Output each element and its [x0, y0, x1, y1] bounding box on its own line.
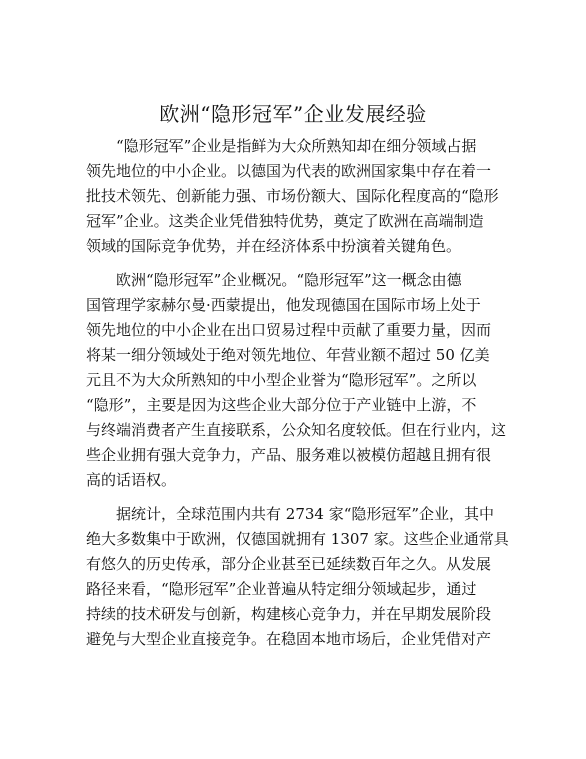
document-title: 欧洲“隐形冠军”企业发展经验 — [159, 102, 427, 126]
text-line: “隐形冠军”企业是指鲜为大众所熟知却在细分领域占据 — [86, 137, 477, 155]
text-line: 些企业拥有强大竞争力，产品、服务难以被模仿超越且拥有很 — [86, 446, 492, 464]
text-line: 冠军”企业。这类企业凭借独特优势，奠定了欧洲在高端制造 — [86, 212, 484, 230]
document-body — [86, 134, 509, 652]
text-line: 持续的技术研发与创新，构建核心竞争力，并在早期发展阶段 — [86, 605, 492, 623]
paragraph-overview — [86, 268, 507, 493]
text-line: 与终端消费者产生直接联系，公众知名度较低。但在行业内，这 — [86, 421, 507, 439]
text-line: 避免与大型企业直接竞争。在稳固本地市场后，企业凭借对产 — [86, 630, 492, 648]
text-line: 领先地位的中小企业在出口贸易过程中贡献了重要力量，因而 — [86, 321, 492, 339]
text-line: 有悠久的历史传承，部分企业甚至已延续数百年之久。从发展 — [86, 555, 492, 573]
text-line: 批技术领先、创新能力强、市场份额大、国际化程度高的“隐形 — [86, 187, 499, 205]
text-line: 将某一细分领域处于绝对领先地位、年营业额不超过 50 亿美 — [86, 346, 490, 364]
text-line: 领先地位的中小企业。以德国为代表的欧洲国家集中存在着一 — [86, 162, 492, 180]
text-line: 据统计，全球范围内共有 2734 家“隐形冠军”企业，其中 — [86, 505, 495, 523]
paragraph-intro — [86, 134, 500, 259]
text-line: 元且不为大众所熟知的中小型企业誉为“隐形冠军”。之所以 — [86, 371, 477, 389]
text-line: 路径来看，“隐形冠军”企业普遍从特定细分领域起步，通过 — [86, 580, 477, 598]
paragraph-statistics — [86, 502, 509, 652]
text-line: 高的话语权。 — [86, 471, 177, 489]
text-line: 欧洲“隐形冠军”企业概况。“隐形冠军”这一概念由德 — [86, 271, 462, 289]
text-line: “隐形”，主要是因为这些企业大部分位于产业链中上游，不 — [86, 396, 477, 414]
text-line: 领域的国际竞争优势，并在经济体系中扮演着关键角色。 — [86, 237, 462, 255]
text-line: 国管理学家赫尔曼·西蒙提出，他发现德国在国际市场上处于 — [86, 296, 481, 314]
text-line: 绝大多数集中于欧洲，仅德国就拥有 1307 家。这些企业通常具 — [86, 530, 509, 548]
